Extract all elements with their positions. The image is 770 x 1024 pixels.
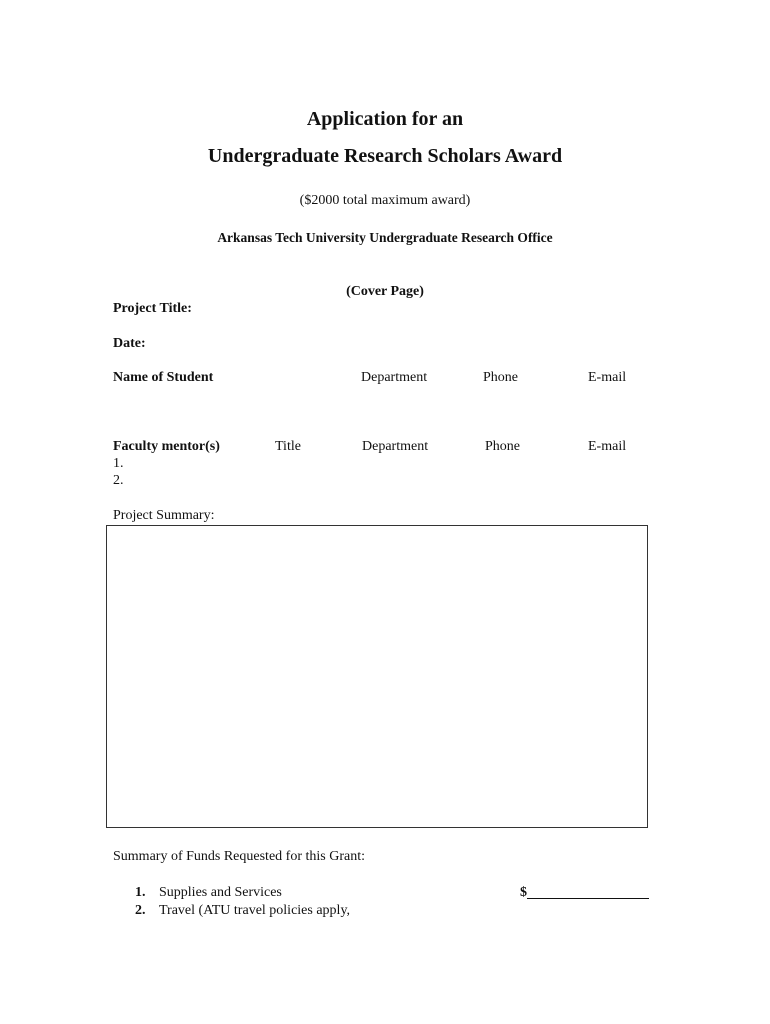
date-label: Date: [113, 336, 146, 351]
fund-item-1-amount-line[interactable] [527, 898, 649, 899]
project-summary-label: Project Summary: [113, 508, 215, 523]
fund-item-1-currency: $ [520, 885, 527, 900]
award-subtitle: ($2000 total maximum award) [299, 193, 471, 208]
title-line-2: Undergraduate Research Scholars Award [207, 145, 563, 167]
cover-page-label: (Cover Page) [346, 284, 424, 299]
fund-item-2-number: 2. [135, 903, 146, 918]
fund-item-2-label: Travel (ATU travel policies apply, [159, 903, 351, 918]
name-of-student-header: Name of Student [113, 370, 214, 385]
mentor-department-header: Department [362, 439, 429, 454]
student-department-header: Department [361, 370, 428, 385]
mentor-email-header: E-mail [588, 439, 627, 454]
student-phone-header: Phone [483, 370, 518, 385]
mentor-row-2-number: 2. [113, 473, 124, 488]
mentor-row-1-number: 1. [113, 456, 124, 471]
funds-summary-heading: Summary of Funds Requested for this Grant: [113, 849, 365, 864]
student-email-header: E-mail [588, 370, 627, 385]
fund-item-1-label: Supplies and Services [159, 885, 282, 900]
project-summary-box[interactable] [106, 525, 648, 828]
faculty-mentor-header: Faculty mentor(s) [113, 439, 220, 454]
fund-item-1-number: 1. [135, 885, 146, 900]
mentor-phone-header: Phone [485, 439, 520, 454]
office-name: Arkansas Tech University Undergraduate Research Office [217, 230, 553, 245]
title-line-1: Application for an [306, 108, 464, 130]
project-title-label: Project Title: [113, 301, 192, 316]
mentor-title-header: Title [275, 439, 301, 454]
